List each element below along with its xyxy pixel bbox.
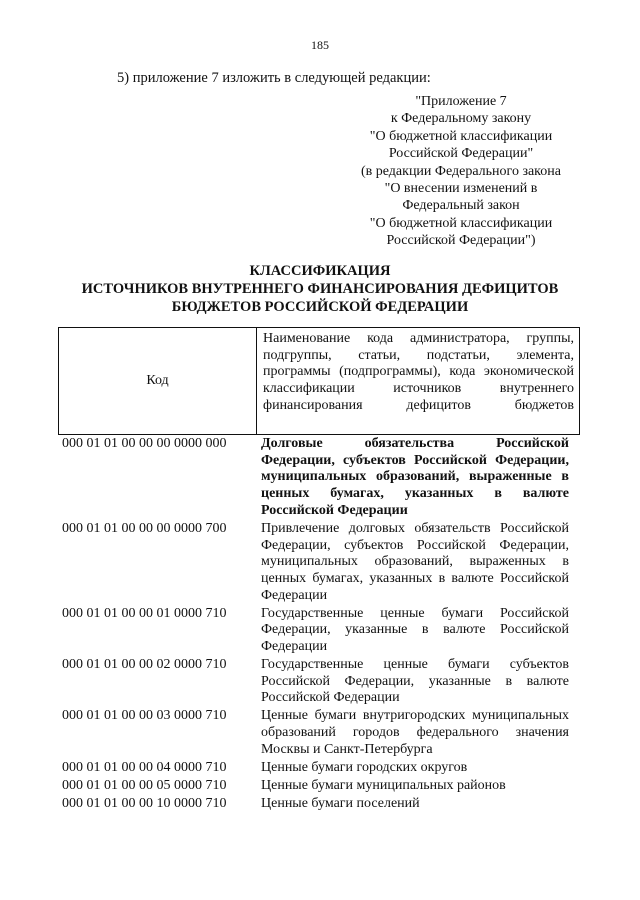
appendix-line: (в редакции Федерального закона <box>361 163 561 179</box>
appendix-line: "О бюджетной классификации <box>369 215 553 231</box>
table-row <box>62 521 580 605</box>
heading-line: ИСТОЧНИКОВ ВНУТРЕННЕГО ФИНАНСИРОВАНИЯ ДЕФИЦИТОВ <box>81 281 559 297</box>
row-code: 000 01 01 00 00 10 0000 710 <box>62 795 227 811</box>
classification-table-body <box>62 436 580 814</box>
page-number: 185 <box>311 38 329 52</box>
header-code-cell <box>59 328 257 434</box>
row-name: Ценные бумаги внутригородских муниципальных образований городов федерального значения Москвы и Санкт-Петербурга <box>261 708 569 757</box>
table-row <box>62 436 580 520</box>
row-code: 000 01 01 00 00 03 0000 710 <box>62 708 227 724</box>
appendix-line: Федеральный закон <box>402 198 520 214</box>
row-code: 000 01 01 00 00 01 0000 710 <box>62 605 227 621</box>
row-name: Привлечение долговых обязательств Российской Федерации, субъектов Российской Федерации, муниципальных образований, выраженных в ценных бумагах, указанных в валюте Российской Федерации <box>261 520 569 603</box>
header-name-cell: Наименование кода администратора, группы, подгруппы, статьи, подстатьи, элемента, программы (подпрограммы), кода экономической классификации источников внутреннего финансирования дефицитов бюджетов <box>263 331 574 413</box>
table-row <box>62 760 580 777</box>
row-name: Государственные ценные бумаги субъектов Российской Федерации, указанные в валюте Российской Федерации <box>261 657 569 706</box>
row-name: Ценные бумаги муниципальных районов <box>261 777 506 793</box>
header-code-label: Код <box>146 373 169 388</box>
row-code: 000 01 01 00 00 00 0000 700 <box>62 520 227 536</box>
table-row <box>62 796 580 813</box>
heading-line: КЛАССИФИКАЦИЯ <box>249 263 391 279</box>
appendix-line: "О внесении изменений в <box>384 181 538 197</box>
table-header <box>58 327 580 435</box>
row-name: Долговые обязательства Российской Федерации, субъектов Российской Федерации, муниципальных образований, выраженные в ценных бумагах, указанных в валюте Российской Федерации <box>261 436 569 518</box>
row-code: 000 01 01 00 00 02 0000 710 <box>62 657 227 673</box>
appendix-reference-block <box>336 93 586 250</box>
row-code: 000 01 01 00 00 05 0000 710 <box>62 777 227 793</box>
heading-line: БЮДЖЕТОВ РОССИЙСКОЙ ФЕДЕРАЦИИ <box>171 299 469 315</box>
appendix-line: "Приложение 7 <box>415 94 507 109</box>
table-row <box>62 657 580 707</box>
appendix-line: "О бюджетной классификации <box>369 128 553 144</box>
document-heading <box>0 262 640 316</box>
table-row <box>62 778 580 795</box>
row-code: 000 01 01 00 00 00 0000 000 <box>62 436 227 451</box>
row-name: Государственные ценные бумаги Российской Федерации, указанные в валюте Российской Федерации <box>261 605 569 655</box>
row-code: 000 01 01 00 00 04 0000 710 <box>62 759 227 775</box>
intro-paragraph: 5) приложение 7 изложить в следующей редакции: <box>117 70 431 86</box>
table-row <box>62 606 580 656</box>
appendix-line: Российской Федерации" <box>388 146 534 162</box>
row-name: Ценные бумаги поселений <box>261 795 420 811</box>
appendix-line: Российской Федерации") <box>386 233 536 249</box>
appendix-line: к Федеральному закону <box>390 111 532 127</box>
table-row <box>62 708 580 758</box>
row-name: Ценные бумаги городских округов <box>261 759 468 775</box>
